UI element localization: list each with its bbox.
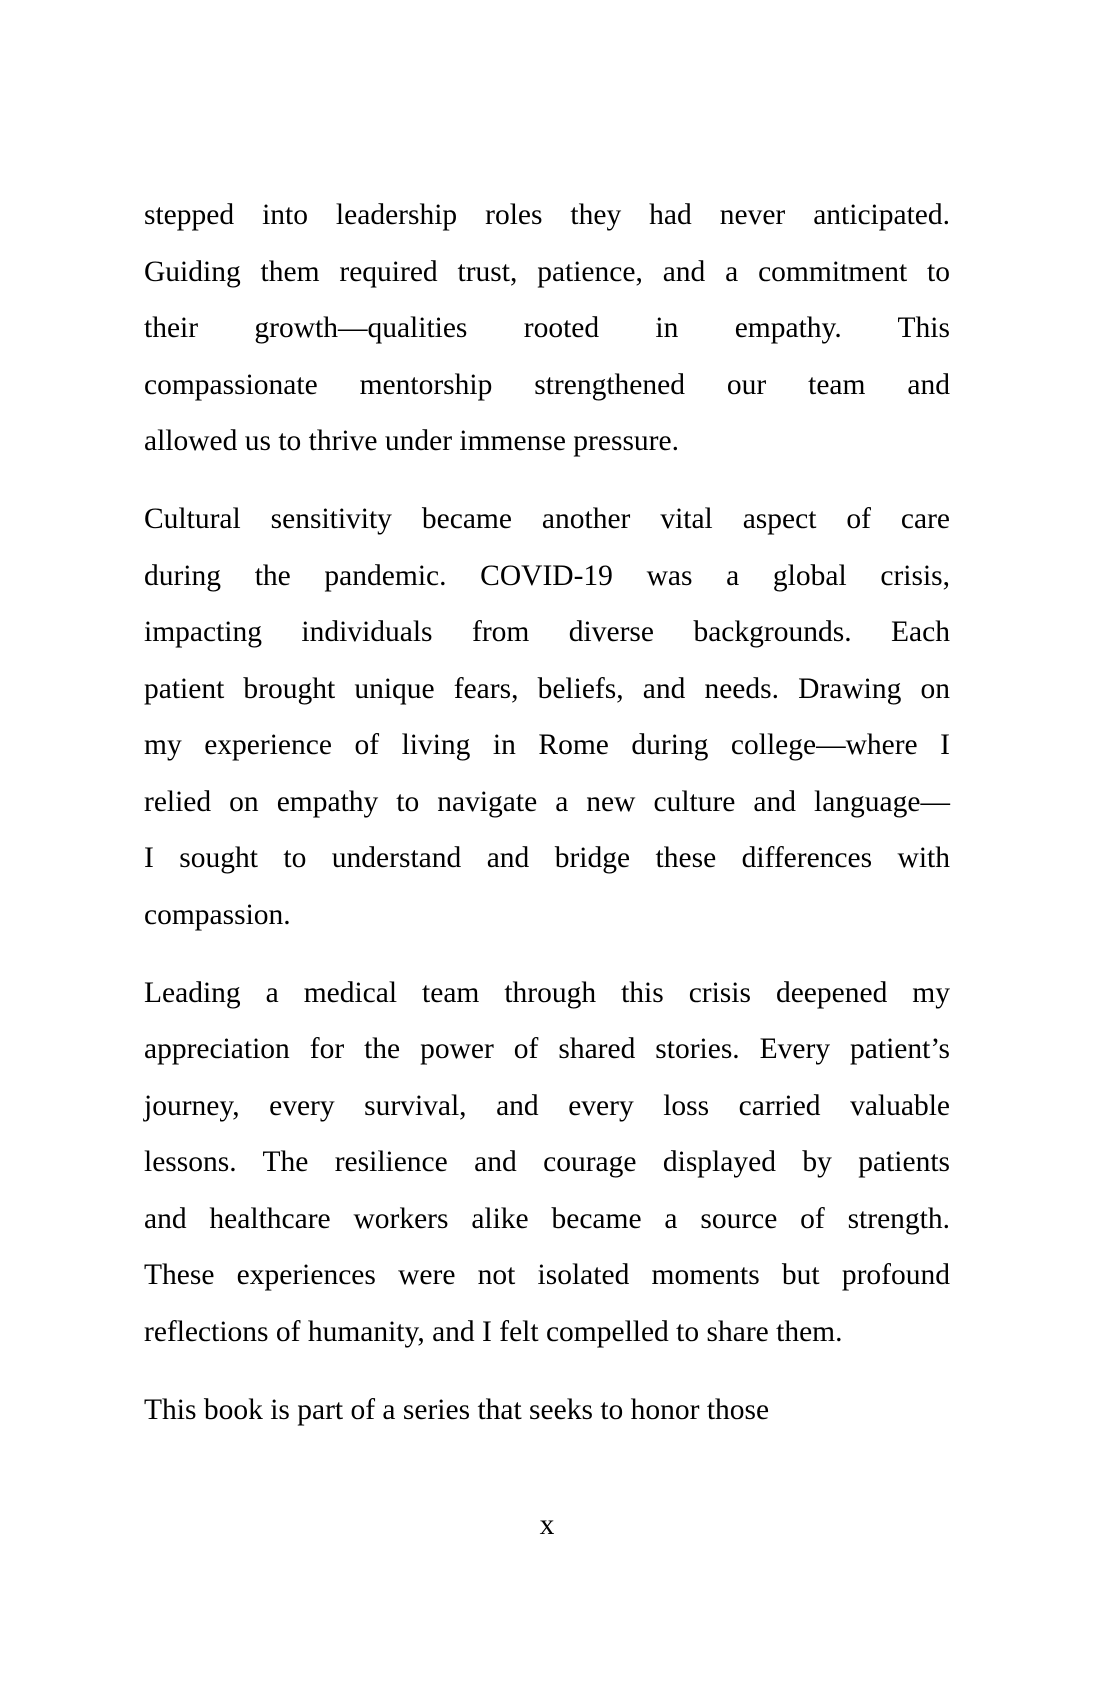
text-line: journey, every survival, and every loss carried valuable bbox=[144, 1089, 950, 1122]
text-line: Cultural sensitivity became another vital aspect of care bbox=[144, 503, 950, 535]
text-line: This book is part of a series that seeks to honor those bbox=[144, 1393, 770, 1426]
text-line: I sought to understand and bridge these differences with bbox=[144, 842, 950, 874]
text-line: impacting individuals from diverse backgrounds. Each bbox=[144, 616, 950, 648]
text-line: allowed us to thrive under immense pressure. bbox=[144, 425, 679, 457]
text-line: my experience of living in Rome during college—where I bbox=[144, 729, 950, 761]
text-line: Leading a medical team through this crisis deepened my bbox=[144, 976, 950, 1009]
paragraph bbox=[144, 187, 950, 470]
text-line: and healthcare workers alike became a source of strength. bbox=[144, 1202, 950, 1235]
paragraph bbox=[144, 965, 950, 1361]
text-line: compassionate mentorship strengthened our team and bbox=[144, 368, 950, 401]
text-line: reflections of humanity, and I felt compelled to share them. bbox=[144, 1315, 843, 1348]
text-line: relied on empathy to navigate a new culture and language— bbox=[144, 785, 950, 818]
page-body-text bbox=[144, 187, 950, 1438]
text-line: stepped into leadership roles they had never anticipated. bbox=[144, 199, 950, 231]
text-line: Guiding them required trust, patience, and a commitment to bbox=[144, 255, 950, 288]
text-line: These experiences were not isolated moments but profound bbox=[144, 1259, 950, 1291]
text-line: their growth—qualities rooted in empathy. This bbox=[144, 312, 950, 344]
text-line: appreciation for the power of shared stories. Every patient’s bbox=[144, 1033, 950, 1065]
page-number: x bbox=[539, 1509, 555, 1541]
text-line: patient brought unique fears, beliefs, and needs. Drawing on bbox=[144, 672, 950, 705]
text-line: during the pandemic. COVID-19 was a global crisis, bbox=[144, 559, 950, 592]
paragraph bbox=[144, 491, 950, 943]
text-line: lessons. The resilience and courage displayed by patients bbox=[144, 1146, 950, 1178]
paragraph bbox=[144, 1382, 950, 1439]
text-line: compassion. bbox=[144, 898, 291, 931]
